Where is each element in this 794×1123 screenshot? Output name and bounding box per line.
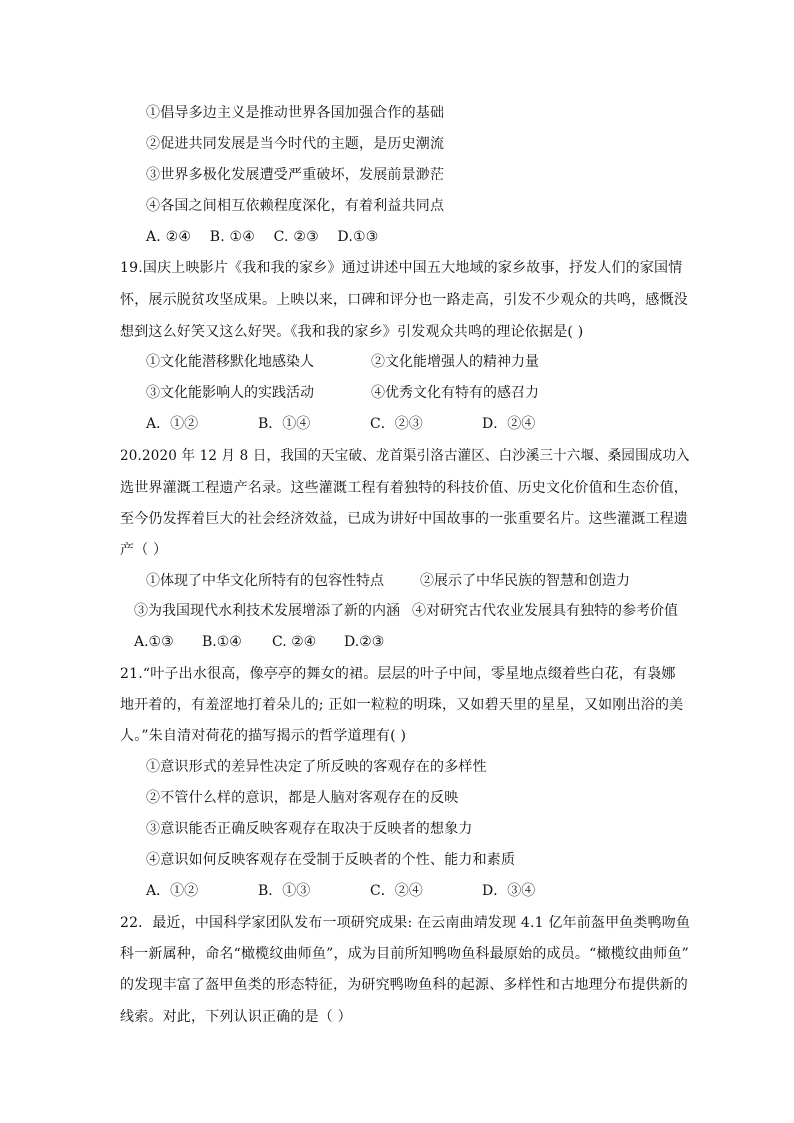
q21-choice-d: D．③④ xyxy=(482,883,536,899)
q21-stem-line-1: 21.“叶子出水很高，像亭亭的舞女的裙。层层的叶子中间，零星地点缀着些白花，有袅娜 xyxy=(120,666,676,682)
q21-choice-a: A．①② xyxy=(146,883,199,899)
q18-option-1: ①倡导多边主义是推动世界各国加强合作的基础 xyxy=(146,105,445,121)
q21-option-1: ①意识形式的差异性决定了所反映的客观存在的多样性 xyxy=(146,759,487,775)
q20-choices xyxy=(134,632,434,652)
q19-choice-d: D．②④ xyxy=(482,416,536,432)
q19-option-2: ②文化能增强人的精神力量 xyxy=(371,354,539,370)
q20-choice-d: D.②③ xyxy=(344,634,385,650)
q19-option-1: ①文化能潜移默化地感染人 xyxy=(146,354,314,370)
q21-stem-line-2: 地开着的，有羞涩地打着朵儿的; 正如一粒粒的明珠，又如碧天里的星星，又如刚出浴的美 xyxy=(120,697,684,713)
q19-choice-c: C．②③ xyxy=(370,416,423,432)
q20-stem-line-4: 产（ ） xyxy=(120,542,168,558)
q20-options-row-2 xyxy=(134,601,679,621)
q18-option-3: ③世界多极化发展遭受严重破坏，发展前景渺茫 xyxy=(146,167,445,183)
q18-option-4: ④各国之间相互依赖程度深化，有着利益共同点 xyxy=(146,198,445,214)
q18-choices: A. ②④ B. ①④ C. ②③ D.①③ xyxy=(146,229,379,245)
q20-option-3: ③为我国现代水利技术发展增添了新的内涵 xyxy=(134,603,400,619)
q21-option-3: ③意识能否正确反映客观存在取决于反映者的想象力 xyxy=(146,821,473,837)
q19-choices xyxy=(146,414,646,434)
q21-option-2: ②不管什么样的意识，都是人脑对客观存在的反映 xyxy=(146,790,459,806)
q20-stem-line-1: 20.2020 年 12 月 8 日，我国的天宝破、龙首渠引洛古灌区、白沙溪三十六堰、桑园围成功入 xyxy=(120,448,690,464)
q20-choice-c: C. ②④ xyxy=(272,634,317,650)
q20-option-4: ④对研究古代农业发展具有独特的参考价值 xyxy=(412,603,678,619)
q19-choice-a: A．①② xyxy=(146,416,199,432)
q20-options-row-1 xyxy=(146,571,666,591)
q22-stem-line-4: 线索。对此，下列认识正确的是（ ） xyxy=(120,1009,352,1025)
q22-stem-line-1: 22．最近，中国科学家团队发布一项研究成果: 在云南曲靖发现 4.1 亿年前盔甲鱼类鸭吻鱼 xyxy=(120,915,691,931)
q21-option-4: ④意识如何反映客观存在受制于反映者的个性、能力和素质 xyxy=(146,852,516,868)
q20-stem-line-3: 至今仍发挥着巨大的社会经济效益，已成为讲好中国故事的一张重要名片。这些灌溉工程遗 xyxy=(120,511,688,527)
q19-stem-line-3: 想到这么好笑又这么好哭。《我和我的家乡》引发观众共鸣的理论依据是( ) xyxy=(120,324,584,340)
q19-options-row-2 xyxy=(146,383,666,403)
q19-stem-line-2: 怀，展示脱贫攻坚成果。上映以来，口碑和评分也一路走高，引发不少观众的共鸣，感慨没 xyxy=(120,292,688,308)
q19-option-3: ③文化能影响人的实践活动 xyxy=(146,385,314,401)
q21-stem-line-3: 人。”朱自清对荷花的描写揭示的哲学道理有( ) xyxy=(120,728,407,744)
q19-stem-line-1: 19.国庆上映影片《我和我的家乡》通过讲述中国五大地域的家乡故事，抒发人们的家国情 xyxy=(120,260,683,276)
q20-choice-b: B.①④ xyxy=(202,634,242,650)
q20-choice-a: A.①③ xyxy=(134,634,174,650)
q19-choice-b: B．①④ xyxy=(258,416,311,432)
q20-option-1: ①体现了中华文化所特有的包容性特点 xyxy=(146,573,384,589)
q19-option-4: ④优秀文化有特有的感召力 xyxy=(371,385,539,401)
q21-choice-c: C．②④ xyxy=(370,883,423,899)
q22-stem-line-3: 的发现丰富了盔甲鱼类的形态特征，为研究鸭吻鱼科的起源、多样性和古地理分布提供新的 xyxy=(120,977,688,993)
q20-stem-line-2: 选世界灌溉工程遗产名录。这些灌溉工程有着独特的科技价值、历史文化价值和生态价值， xyxy=(120,480,688,496)
q21-choices xyxy=(146,881,646,901)
q19-options-row-1 xyxy=(146,352,666,372)
q22-stem-line-2: 科一新属种，命名“橄榄纹曲师鱼”，成为目前所知鸭吻鱼科最原始的成员。“橄榄纹曲师鱼” xyxy=(120,946,690,962)
q20-option-2: ②展示了中华民族的智慧和创造力 xyxy=(420,573,630,589)
q18-option-2: ②促进共同发展是当今时代的主题，是历史潮流 xyxy=(146,136,445,152)
q21-choice-b: B．①③ xyxy=(258,883,311,899)
